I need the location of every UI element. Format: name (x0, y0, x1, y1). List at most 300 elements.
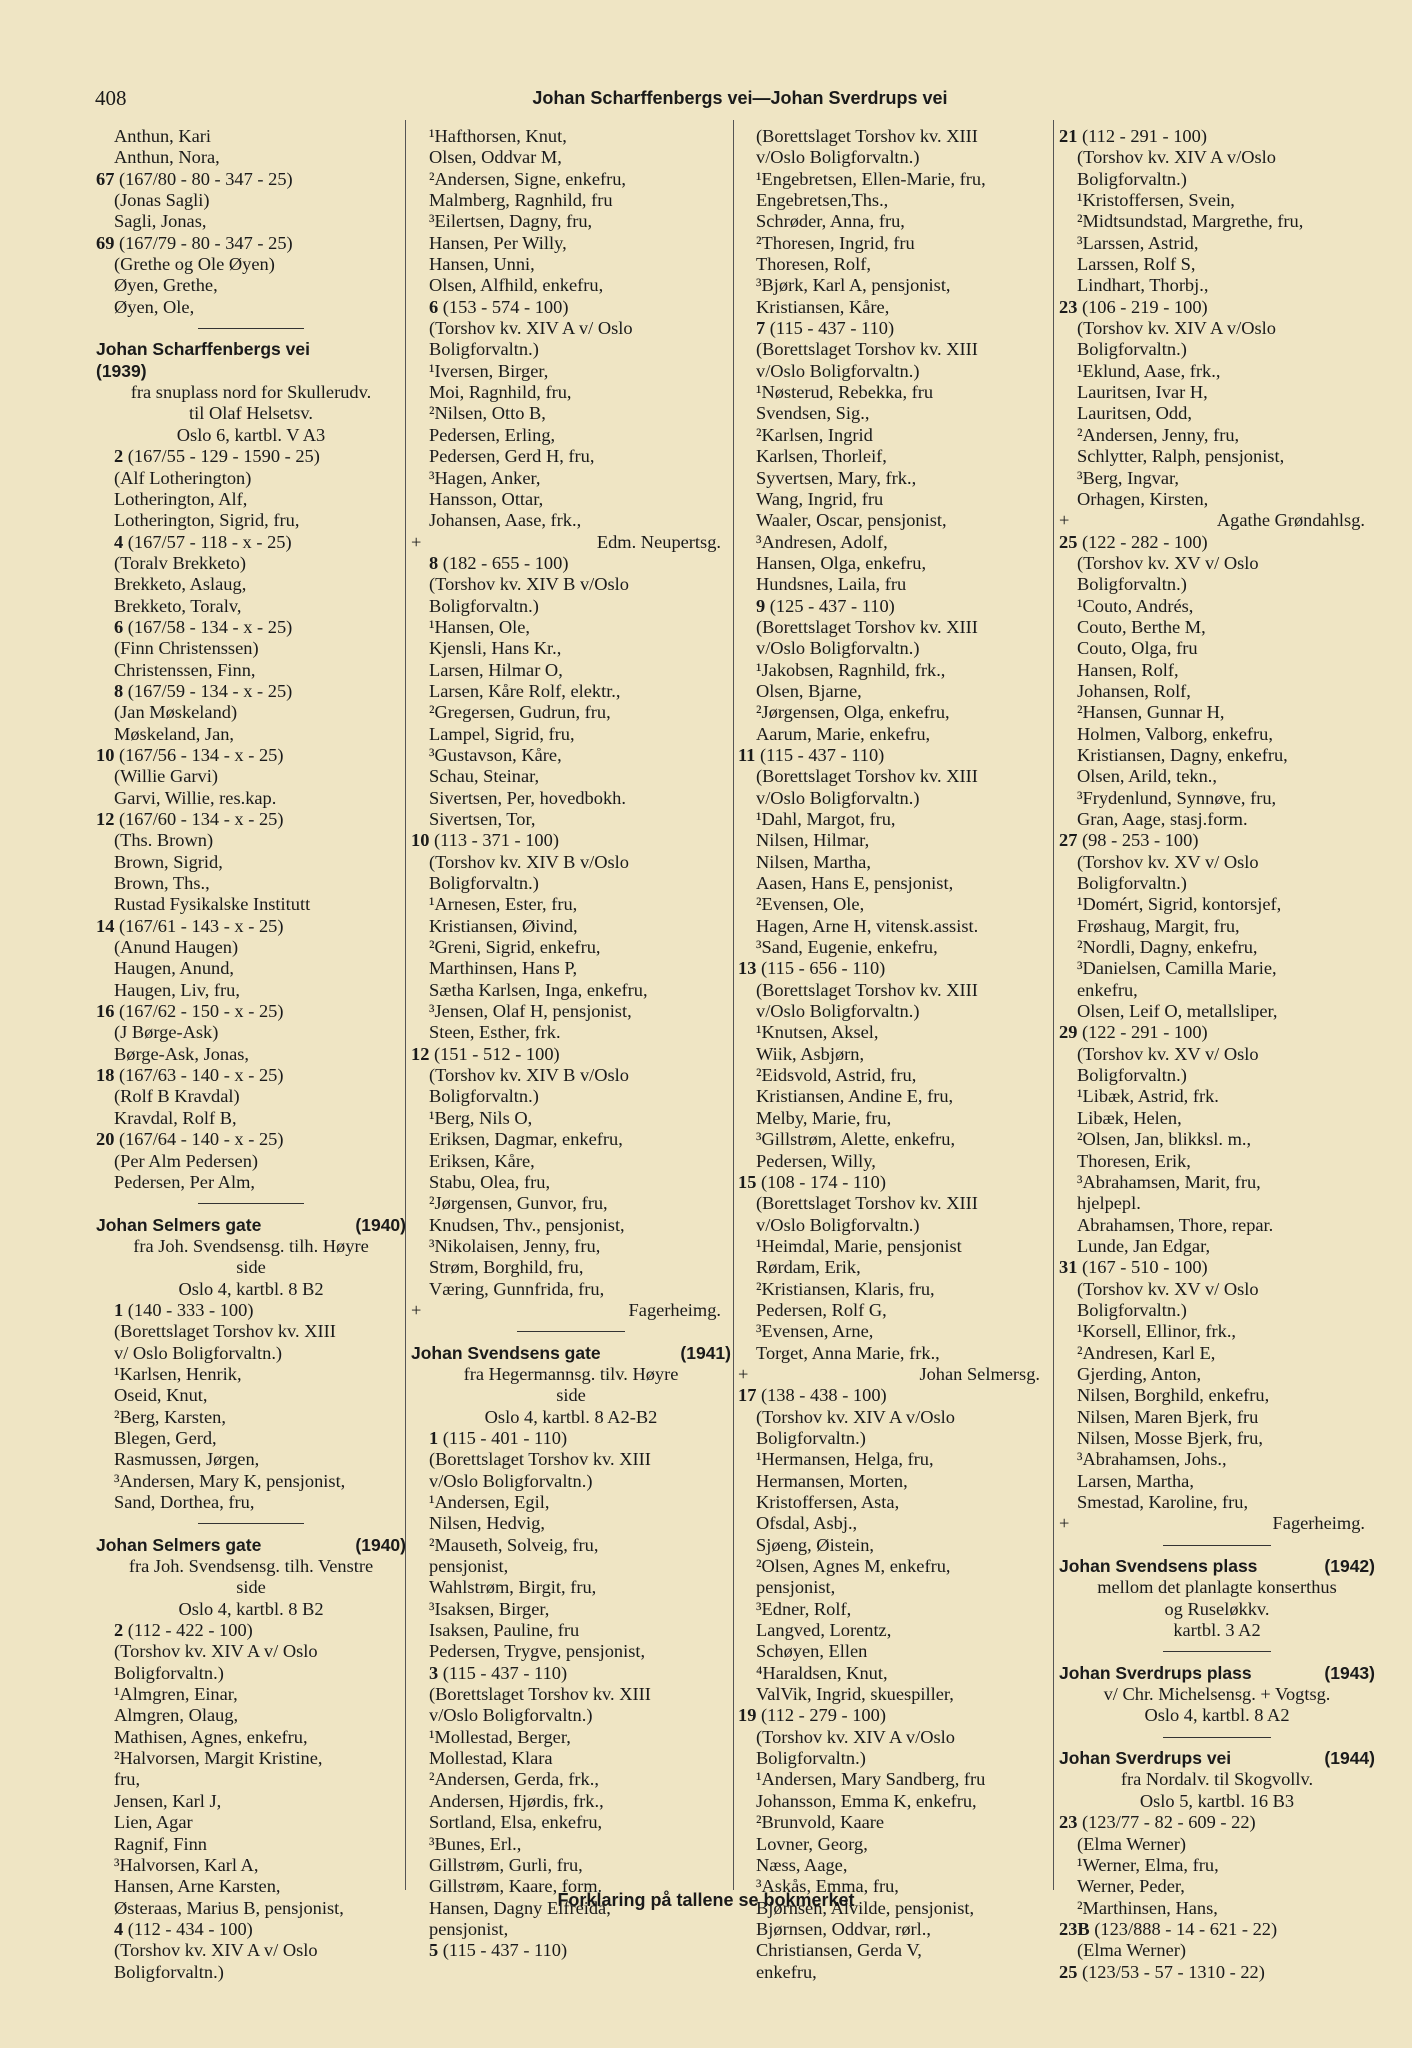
resident-line: Eriksen, Kåre, (429, 1150, 535, 1171)
resident-line: Børge-Ask, Jonas, (114, 1043, 250, 1064)
resident-line: Bjørnsen, Oddvar, rørl., (756, 1918, 931, 1939)
resident-line: ²Berg, Karsten, (114, 1406, 226, 1427)
resident-line: ¹Knutsen, Aksel, (756, 1022, 879, 1043)
resident-line: ValVik, Ingrid, skuespiller, (756, 1684, 954, 1705)
resident-line: Mathisen, Agnes, enkefru, (114, 1726, 308, 1747)
street-heading (96, 1535, 406, 1556)
resident-line: Gran, Aage, stasj.form. (1077, 809, 1248, 829)
property-reference: (123/53 - 57 - 1310 - 22) (1077, 1961, 1265, 1982)
house-number: 8 (429, 552, 439, 573)
resident-line: Kristiansen, Dagny, enkefru, (1077, 744, 1288, 765)
house-number: 11 (738, 744, 756, 765)
house-number: 3 (429, 1662, 439, 1683)
resident-line: Hansson, Ottar, (429, 488, 544, 509)
resident-line: v/Oslo Boligforvaltn.) (429, 1705, 593, 1726)
resident-line: Nilsen, Hilmar, (756, 830, 870, 851)
house-number: 17 (738, 1385, 757, 1406)
intersection-mark: + (738, 1363, 749, 1384)
property-reference: (112 - 279 - 100) (756, 1705, 886, 1726)
resident-line: enkefru, (756, 1961, 817, 1982)
resident-line: Larsen, Kåre Rolf, elektr., (429, 680, 621, 701)
resident-line: Boligforvaltn.) (429, 595, 539, 616)
resident-line: Jensen, Karl J, (114, 1790, 222, 1811)
running-head: Johan Scharffenbergs vei—Johan Sverdrups vei (532, 88, 948, 108)
section-divider (411, 1321, 731, 1342)
resident-line: ²Marthinsen, Hans, (1077, 1897, 1218, 1918)
resident-line: Boligforvaltn.) (1077, 1065, 1187, 1086)
house-number: 69 (96, 232, 115, 253)
resident-line: Syvertsen, Mary, frk., (756, 467, 917, 488)
resident-line: ³Larssen, Astrid, (1077, 232, 1199, 253)
street-year: (1944) (1324, 1748, 1375, 1769)
column-rule (1053, 120, 1054, 1890)
resident-line: Boligforvaltn.) (114, 1961, 224, 1982)
address-entry (411, 1428, 731, 1449)
resident-line: ¹Andersen, Egil, (429, 1492, 550, 1512)
resident-line: v/ Oslo Boligforvaltn.) (114, 1342, 283, 1363)
property-reference: (153 - 574 - 100) (438, 296, 569, 317)
house-number: 6 (114, 616, 124, 637)
cross-street-name: Agathe Grøndahlsg. (1216, 510, 1365, 531)
resident-line: Øyen, Grethe, (114, 275, 218, 296)
resident-line: ²Karlsen, Ingrid (756, 424, 873, 445)
property-reference: (112 - 291 - 100) (1077, 126, 1207, 146)
street-year: (1940) (355, 1534, 406, 1555)
resident-line: (Borettslaget Torshov kv. XIII (756, 766, 978, 787)
resident-line: ³Danielsen, Camilla Marie, (1077, 958, 1277, 979)
resident-line: ²Midtsundstad, Margrethe, fru, (1077, 211, 1304, 232)
resident-line: ¹Domért, Sigrid, kontorsjef, (1077, 894, 1282, 915)
resident-line: Eriksen, Dagmar, enkefru, (429, 1129, 623, 1150)
section-divider (96, 1193, 406, 1214)
resident-line: Larssen, Rolf S, (1077, 254, 1196, 275)
street-name: Johan Svendsens plass (1059, 1556, 1258, 1577)
resident-line: Kristoffersen, Asta, (756, 1492, 900, 1512)
resident-line: Boligforvaltn.) (756, 1427, 866, 1448)
property-reference: (125 - 437 - 110) (765, 595, 895, 616)
resident-line: (Torshov kv. XIV A v/Oslo (756, 1726, 955, 1747)
resident-line: ³Bunes, Erl., (429, 1833, 522, 1854)
resident-line: ²Evensen, Ole, (756, 894, 865, 915)
resident-line: Rasmussen, Jørgen, (114, 1449, 260, 1470)
street-description: til Olaf Helsetsv. (189, 403, 313, 424)
street-year: (1942) (1324, 1556, 1375, 1577)
resident-line: hjelpepl. (1077, 1193, 1141, 1214)
house-number: 4 (114, 531, 124, 552)
resident-line: Nilsen, Maren Bjerk, fru (1077, 1406, 1259, 1427)
resident-line: Hansen, Dagny Elfreida, (429, 1897, 611, 1918)
resident-line: Hermansen, Morten, (756, 1470, 908, 1491)
directory-column-4 (1059, 126, 1375, 1982)
property-reference: (167/55 - 129 - 1590 - 25) (123, 446, 320, 467)
resident-line: ²Andersen, Jenny, fru, (1077, 424, 1240, 445)
address-entry (96, 1620, 406, 1641)
resident-line: (Borettslaget Torshov kv. XIII (756, 339, 978, 360)
resident-line: Mollestad, Klara (429, 1748, 553, 1769)
property-reference: (167/61 - 143 - x - 25) (114, 915, 284, 936)
resident-line: Andersen, Hjørdis, frk., (429, 1790, 604, 1811)
address-entry (1059, 1962, 1375, 1983)
resident-line: Øyen, Ole, (114, 296, 195, 317)
resident-line: ²Jørgensen, Olga, enkefru, (756, 702, 950, 723)
resident-line: (Borettslaget Torshov kv. XIII (756, 1193, 978, 1214)
resident-line: (Borettslaget Torshov kv. XIII (429, 1684, 651, 1705)
address-entry (738, 1385, 1050, 1406)
property-reference: (167/60 - 134 - x - 25) (114, 809, 284, 829)
resident-line: Lauritsen, Odd, (1077, 403, 1192, 424)
street-description: og Ruseløkkv. (1164, 1598, 1270, 1619)
resident-line: Pedersen, Erling, (429, 424, 556, 445)
resident-line: Couto, Olga, fru (1077, 638, 1198, 659)
resident-line: fru, (114, 1769, 141, 1790)
address-entry (96, 617, 406, 638)
resident-line: Rustad Fysikalske Institutt (114, 894, 311, 915)
resident-line: Lindhart, Thorbj., (1077, 275, 1209, 296)
resident-line: ¹Andersen, Mary Sandberg, fru (756, 1769, 986, 1790)
resident-line: ³Edner, Rolf, (756, 1598, 852, 1619)
section-divider (96, 318, 406, 339)
street-description: fra Nordalv. til Skogvollv. (1120, 1769, 1314, 1790)
resident-line: Østeraas, Marius B, pensjonist, (114, 1897, 344, 1918)
house-number: 2 (114, 446, 124, 467)
resident-line: Boligforvaltn.) (429, 873, 539, 894)
house-number: 12 (96, 809, 115, 829)
house-number: 12 (411, 1043, 430, 1064)
property-reference: (167/63 - 140 - x - 25) (114, 1065, 284, 1086)
house-number: 25 (1059, 1961, 1078, 1982)
resident-line: Isaksen, Pauline, fru (429, 1620, 580, 1641)
resident-line: (Jonas Sagli) (114, 190, 210, 211)
resident-line: Christenssen, Finn, (114, 659, 256, 680)
resident-line: Aasen, Hans E, pensjonist, (756, 873, 954, 894)
address-entry (738, 1172, 1050, 1193)
resident-line: Olsen, Leif O, metallsliper, (1077, 1001, 1278, 1022)
house-number: 20 (96, 1129, 115, 1150)
resident-line: Kravdal, Rolf B, (114, 1107, 237, 1128)
address-entry (738, 596, 1050, 617)
page-header (95, 86, 1385, 114)
house-number: 10 (96, 744, 115, 765)
address-entry (738, 745, 1050, 766)
street-description: Oslo 4, kartbl. 8 B2 (178, 1278, 324, 1299)
resident-line: ³Gustavson, Kåre, (429, 744, 562, 765)
house-number: 1 (429, 1427, 439, 1448)
address-entry (738, 1705, 1050, 1726)
resident-line: Hansen, Per Willy, (429, 232, 567, 253)
resident-line: Haugen, Anund, (114, 958, 235, 979)
resident-line: (Anund Haugen) (114, 937, 239, 958)
resident-line: (Torshov kv. XIV A v/Oslo (1077, 147, 1276, 168)
resident-line: Oseid, Knut, (114, 1385, 208, 1406)
resident-line: Wiik, Asbjørn, (756, 1043, 865, 1064)
resident-line: Melby, Marie, fru, (756, 1107, 892, 1128)
address-entry (411, 297, 731, 318)
property-reference: (115 - 656 - 110) (756, 958, 886, 979)
property-reference: (112 - 434 - 100) (123, 1918, 253, 1939)
street-description: Oslo 6, kartbl. V A3 (176, 424, 326, 445)
intersection-mark: + (1059, 510, 1070, 531)
resident-line: Svendsen, Sig., (756, 403, 870, 424)
resident-line: Gillstrøm, Gurli, fru, (429, 1854, 583, 1875)
resident-line: Thoresen, Erik, (1077, 1150, 1191, 1171)
resident-line: (J Børge-Ask) (114, 1022, 219, 1043)
cross-street-line (1059, 510, 1375, 531)
address-entry (96, 745, 406, 766)
resident-line: (Ths. Brown) (114, 830, 214, 851)
address-entry (411, 830, 731, 851)
address-entry (411, 1044, 731, 1065)
resident-line: Ofsdal, Asbj., (756, 1513, 858, 1534)
street-name: Johan Scharffenbergs vei (96, 339, 310, 360)
resident-line: ¹Berg, Nils O, (429, 1107, 533, 1128)
address-entry (96, 233, 406, 254)
house-number: 10 (411, 830, 430, 851)
resident-line: ²Olsen, Agnes M, enkefru, (756, 1556, 951, 1577)
resident-line: ³Abrahamsen, Johs., (1077, 1449, 1227, 1470)
property-reference: (112 - 422 - 100) (123, 1620, 253, 1641)
property-reference: (167/56 - 134 - x - 25) (114, 744, 284, 765)
resident-line: Pedersen, Per Alm, (114, 1171, 255, 1192)
address-entry (1059, 1812, 1375, 1833)
resident-line: Boligforvaltn.) (1077, 873, 1187, 894)
resident-line: ²Gregersen, Gudrun, fru, (429, 702, 611, 723)
house-number: 29 (1059, 1022, 1078, 1043)
resident-line: ³Jensen, Olaf H, pensjonist, (429, 1001, 632, 1022)
house-number: 18 (96, 1065, 115, 1086)
resident-line: ¹Mollestad, Berger, (429, 1726, 571, 1747)
resident-line: pensjonist, (429, 1556, 509, 1577)
property-reference: (98 - 253 - 100) (1077, 830, 1199, 851)
resident-line: (Torshov kv. XIV A v/Oslo (1077, 318, 1276, 339)
house-number: 13 (738, 958, 757, 979)
resident-line: pensjonist, (429, 1918, 509, 1939)
resident-line: Johansen, Rolf, (1077, 680, 1191, 701)
property-reference: (167/58 - 134 - x - 25) (123, 616, 293, 637)
street-heading (1059, 1556, 1375, 1577)
street-description: fra snuplass nord for Skullerudv. (130, 382, 372, 403)
resident-line: Libæk, Helen, (1077, 1107, 1182, 1128)
resident-line: Johansson, Emma K, enkefru, (756, 1790, 977, 1811)
resident-line: Blegen, Gerd, (114, 1427, 217, 1448)
resident-line: ¹Nøsterud, Rebekka, fru (756, 382, 934, 403)
resident-line: ¹Kristoffersen, Svein, (1077, 190, 1235, 211)
resident-line: Frøshaug, Margit, fru, (1077, 915, 1240, 936)
street-description: Oslo 4, kartbl. 8 A2-B2 (484, 1406, 658, 1427)
resident-line: (Torshov kv. XIV A v/ Oslo (429, 318, 633, 339)
resident-line: Brekketo, Aslaug, (114, 574, 247, 595)
resident-line: Boligforvaltn.) (1077, 574, 1187, 595)
intersection-mark: + (1059, 1513, 1070, 1534)
property-reference: (138 - 438 - 100) (756, 1385, 887, 1406)
section-divider (1059, 1641, 1375, 1662)
resident-line: (Jan Møskeland) (114, 702, 238, 723)
street-name: Johan Selmers gate (96, 1214, 262, 1235)
cross-street-line (411, 532, 731, 553)
address-entry (1059, 1022, 1375, 1043)
resident-line: ³Andresen, Adolf, (756, 531, 888, 552)
resident-line: Larsen, Hilmar O, (429, 659, 563, 680)
resident-line: ²Hansen, Gunnar H, (1077, 702, 1225, 723)
resident-line: ¹Couto, Andrés, (1077, 595, 1194, 616)
address-entry (96, 1919, 406, 1940)
property-reference: (115 - 401 - 110) (438, 1427, 568, 1448)
street-name: Johan Sverdrups vei (1059, 1748, 1232, 1769)
resident-line: ²Jørgensen, Gunvor, fru, (429, 1193, 608, 1214)
resident-line: ²Brunvold, Kaare (756, 1812, 885, 1833)
resident-line: Hagen, Arne H, vitensk.assist. (756, 915, 979, 936)
resident-line: Boligforvaltn.) (429, 339, 539, 360)
resident-line: Næss, Aage, (756, 1854, 848, 1875)
directory-column-3 (738, 126, 1050, 1982)
property-reference: (167/57 - 118 - x - 25) (123, 531, 292, 552)
resident-line: Christiansen, Gerda V, (756, 1940, 922, 1961)
resident-line: Stabu, Olea, fru, (429, 1171, 551, 1192)
resident-line: (Alf Lotherington) (114, 467, 252, 488)
intersection-mark: + (411, 531, 422, 552)
resident-line: Møskeland, Jan, (114, 723, 235, 744)
house-number: 5 (429, 1940, 439, 1961)
resident-line: ¹Hermansen, Helga, fru, (756, 1449, 934, 1470)
cross-street-line (738, 1364, 1050, 1385)
street-heading (96, 361, 406, 382)
resident-line: Boligforvaltn.) (114, 1662, 224, 1683)
resident-line: Sætha Karlsen, Inga, enkefru, (429, 979, 648, 1000)
property-reference: (106 - 219 - 100) (1077, 296, 1208, 317)
resident-line: Rørdam, Erik, (756, 1257, 861, 1278)
resident-line: Werner, Peder, (1077, 1876, 1185, 1897)
resident-line: ¹Engebretsen, Ellen-Marie, fru, (756, 168, 986, 189)
address-entry (411, 1663, 731, 1684)
street-year: (1940) (355, 1214, 406, 1235)
street-description: fra Hegermannsg. tilv. Høyre (463, 1363, 679, 1384)
resident-line: ¹Hafthorsen, Knut, (429, 126, 567, 146)
resident-line: Lotherington, Sigrid, fru, (114, 510, 300, 531)
resident-line: ³Bjørk, Karl A, pensjonist, (756, 275, 951, 296)
resident-line: (Torshov kv. XV v/ Oslo (1077, 1043, 1259, 1064)
resident-line: Brown, Sigrid, (114, 851, 223, 872)
street-heading (96, 1215, 406, 1236)
street-heading (1059, 1748, 1375, 1769)
resident-line: ²Thoresen, Ingrid, fru (756, 232, 915, 253)
street-name: Johan Sverdrups plass (1059, 1662, 1252, 1683)
property-reference: (167/62 - 150 - x - 25) (114, 1001, 284, 1022)
resident-line: Nilsen, Martha, (756, 851, 871, 872)
directory-column-1 (96, 126, 406, 1982)
property-reference: (115 - 437 - 110) (438, 1940, 568, 1961)
address-entry (96, 1001, 406, 1022)
house-number: 14 (96, 915, 115, 936)
resident-line: Moi, Ragnhild, fru, (429, 382, 572, 403)
address-entry (96, 681, 406, 702)
page-number: 408 (95, 86, 127, 110)
column-rule (733, 120, 734, 1890)
resident-line: Brekketo, Toralv, (114, 595, 242, 616)
resident-line: Hansen, Arne Karsten, (114, 1876, 281, 1897)
house-number: 9 (756, 595, 766, 616)
resident-line: (Torshov kv. XV v/ Oslo (1077, 851, 1259, 872)
resident-line: Karlsen, Thorleif, (756, 446, 887, 467)
property-reference: (115 - 437 - 110) (438, 1662, 568, 1683)
address-entry (411, 553, 731, 574)
resident-line: ³Sand, Eugenie, enkefru, (756, 937, 938, 958)
property-reference: (122 - 282 - 100) (1077, 531, 1208, 552)
address-entry (1059, 1919, 1375, 1940)
street-description: side (556, 1385, 586, 1406)
resident-line: ³Halvorsen, Karl A, (114, 1854, 259, 1875)
resident-line: (Torshov kv. XIV B v/Oslo (429, 1065, 629, 1086)
house-number: 25 (1059, 531, 1078, 552)
street-description: kartbl. 3 A2 (1173, 1620, 1261, 1641)
property-reference: (140 - 333 - 100) (123, 1299, 254, 1320)
resident-line: Abrahamsen, Thore, repar. (1077, 1214, 1274, 1235)
resident-line: ³Gillstrøm, Alette, enkefru, (756, 1129, 956, 1150)
street-name: (1939) (96, 360, 147, 381)
property-reference: (123/888 - 14 - 621 - 22) (1089, 1918, 1278, 1939)
resident-line: Wang, Ingrid, fru (756, 488, 884, 509)
resident-line: (Grethe og Ole Øyen) (114, 254, 275, 275)
resident-line: (Per Alm Pedersen) (114, 1150, 259, 1171)
resident-line: (Borettslaget Torshov kv. XIII (429, 1449, 651, 1470)
resident-line: ¹Jakobsen, Ragnhild, frk., (756, 659, 946, 680)
street-description: Oslo 4, kartbl. 8 A2 (1144, 1705, 1290, 1726)
resident-line: (Toralv Brekketo) (114, 552, 246, 573)
street-heading (96, 339, 406, 360)
resident-line: Sivertsen, Tor, (429, 809, 536, 829)
cross-street-name: Johan Selmersg. (919, 1363, 1040, 1384)
resident-line: Væring, Gunnfrida, fru, (429, 1278, 605, 1299)
address-entry (96, 1300, 406, 1321)
street-name: Johan Svendsens gate (411, 1342, 601, 1363)
resident-line: ²Olsen, Jan, blikksl. m., (1077, 1129, 1252, 1150)
resident-line: Couto, Berthe M, (1077, 616, 1206, 637)
resident-line: Langved, Lorentz, (756, 1620, 892, 1641)
resident-line: Schau, Steinar, (429, 766, 540, 787)
resident-line: Kristiansen, Øivind, (429, 915, 578, 936)
resident-line: Almgren, Olaug, (114, 1705, 239, 1726)
resident-line: v/Oslo Boligforvaltn.) (756, 638, 920, 659)
house-number: 6 (429, 296, 439, 317)
resident-line: Malmberg, Ragnhild, fru (429, 190, 613, 211)
street-heading (1059, 1663, 1375, 1684)
street-year: (1943) (1324, 1662, 1375, 1683)
resident-line: Steen, Esther, frk. (429, 1022, 561, 1043)
house-number: 19 (738, 1705, 757, 1726)
address-entry (738, 318, 1050, 339)
resident-line: Olsen, Arild, tekn., (1077, 766, 1217, 787)
property-reference: (115 - 437 - 110) (765, 318, 895, 339)
address-entry (96, 809, 406, 830)
address-entry (1059, 532, 1375, 553)
street-heading (411, 1343, 731, 1364)
resident-line: Lovner, Georg, (756, 1833, 868, 1854)
resident-line: Kristiansen, Andine E, fru, (756, 1086, 954, 1107)
resident-line: ²Andersen, Signe, enkefru, (429, 168, 627, 189)
resident-line: Hansen, Unni, (429, 254, 535, 275)
resident-line: ³Frydenlund, Synnøve, fru, (1077, 787, 1277, 808)
resident-line: ³Berg, Ingvar, (1077, 467, 1179, 488)
house-number: 31 (1059, 1257, 1078, 1278)
resident-line: Lauritsen, Ivar H, (1077, 382, 1208, 403)
house-number: 15 (738, 1171, 757, 1192)
resident-line: Boligforvaltn.) (1077, 168, 1187, 189)
resident-line: Pedersen, Trygve, pensjonist, (429, 1641, 646, 1662)
resident-line: (Torshov kv. XV v/ Oslo (1077, 1278, 1259, 1299)
resident-line: (Torshov kv. XIV B v/Oslo (429, 851, 629, 872)
resident-line: ²Nilsen, Otto B, (429, 403, 546, 424)
house-number: 21 (1059, 126, 1078, 146)
resident-line: Aarum, Marie, enkefru, (756, 723, 931, 744)
resident-line: Lampel, Sigrid, fru, (429, 723, 575, 744)
